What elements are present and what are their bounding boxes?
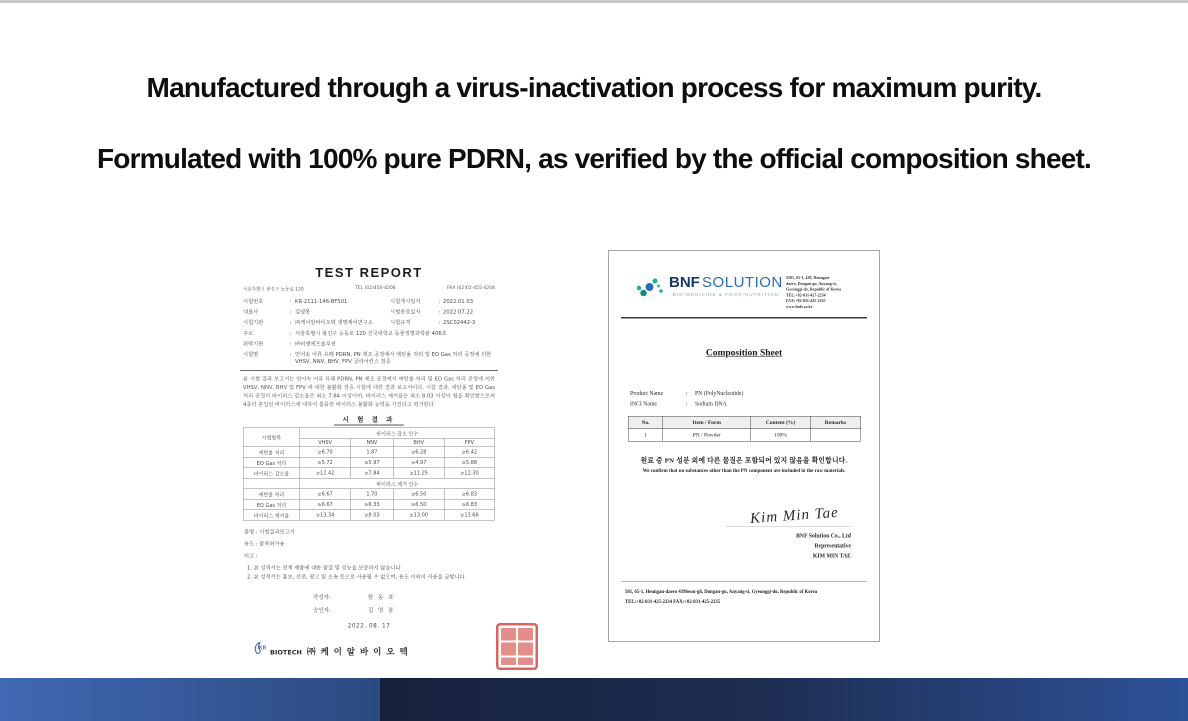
representative-title: Representative [814,542,851,549]
footer-address: 501, 65-1, Heungan-daero 439beon-gil, Dongan-gu, Anyang-si, Gyeonggi-do, Republic of Korea [625,589,818,595]
info-row-client: 위탁기관 : ㈜비엔에프솔루션 [243,340,336,347]
info-row-test-name: 시험명 : 연어속 어류 유래 PDRN, PN 제조 공정에서 에탄올 처리 및 EO Gas 처리 공정에 의한 VHSV, NNV, BHV, FPV 클리어런스 검증 [243,351,492,365]
table-row: 바이러스 제거율 ≥13.34 ≥8.03 ≥13.00 ≥13.66 [243,510,495,521]
bnf-wordmark-bnf: BNF [669,274,700,291]
test-report-summary: 본 시험 결과 보고서는 연어속 어류 유래 PDRN, PN 제조 공정에서 에탄올 처리 및 EO Gas 처리 공정에 의한 VHSV, NNV, BHV 및 FPV 에 대한 불활화 검증 시험에 대한 결과 보고서이다. 시험 결과, 에탄올 및 EO Gas 처리 공정의 바이러스 감소율은 최소 7.84 이상이며, 바이러스 제거율은 최소 8.03 이상이 됨을 확인함으로써 4종의 혼입된 바이러스에 대하여 훌륭한 바이러스 불활화 능력을 가진다고 평가된다. [243,376,495,408]
test-report-contact-line [243,286,495,293]
bnf-letterhead [635,275,866,310]
test-report-meta [244,529,494,560]
headline-virus-inactivation: Manufactured through a virus-inactivation process for maximum purity. [146,72,1042,103]
kr-biotech-logo-icon [253,638,268,657]
representative-signature: Kim Min Tae [749,503,840,527]
writer-name: 한 동 표 [368,593,395,601]
kr-biotech-wordmark: BIOTECH [270,649,302,657]
table-row: EO Gas 처리 ≥5.72 ≥5.97 ≥4.97 ≥5.88 [243,457,495,468]
table-row: EO Gas 처리 ≥6.67 ≥6.33 ≥6.50 ≥6.83 [243,499,495,510]
confirmation-statement-korean: 원료 중 PN 성분 외에 다른 물질은 포함되어 있지 않음을 확인합니다. [640,456,848,464]
table-row: 바이러스 감소율 ≥12.42 ≥7.84 ≥11.25 ≥12.30 [243,468,495,479]
approver-row [313,606,500,614]
bnf-wordmark [669,275,783,297]
signature-line [726,526,851,527]
writer-row [313,593,500,601]
info-row-test-number: 시험번호 : KR-2111-146-BF501 시험개시일자 : 2022.01.03 [243,298,474,305]
bottom-accent-bar [0,678,1188,721]
inci-name-value: Sodium DNA [695,400,727,407]
kr-biotech-company-name: ㈜ 케 이 알 바 이 오 텍 [306,647,409,658]
bnf-logo [635,275,783,304]
results-table-title: 시 험 결 과 [334,414,404,426]
table-row: 바이러스 제거 인수 [243,478,495,489]
composition-sheet-title: Composition Sheet [705,347,783,358]
approver-name: 김 영 봉 [368,606,395,614]
table-row: 에탄올 처리 ≥6.67 1.70 ≥6.50 ≥6.83 [243,489,495,500]
report-date: 2022. 08. 17 [347,621,391,629]
product-line: 품명 : 시험결과보고서 [244,529,295,536]
svg-text:KR: KR [259,645,267,652]
test-report-fax: FAX (02)02-455-4208 [446,285,495,291]
product-name-row: Product Name : PN (PolyNucleotide) [630,390,744,397]
bnf-header-address: #501, 65-1, 439, Heungan- daero, Dongan-gu, Anyang-si, Gyeonggi-do, Republic of Korea TEL:+82-031-427-2234 FAX:+82-031-425-2235 www.bnfs.co.kr [786,275,842,309]
bottom-bar-left-segment [0,678,380,721]
footer-rule [621,581,867,582]
top-divider-line [0,0,1188,3]
footer-tel-fax: TEL:+82-031-425-2234 FAX:+82-031-425-2235 [625,599,721,605]
usage-line: 용도 : 품목허가용 [244,540,285,547]
bnf-wordmark-solution: SOLUTION [702,274,783,291]
company-identity [609,531,851,561]
confirmation-statement-english: We confirm that no substances other than the PN component are included in the raw materials. [642,467,846,474]
product-name-label: Product Name [630,390,664,397]
note-item: 2. 본 성적서는 홍보, 선전, 광고 및 소송 등으로 사용될 수 없으며, 용도 이외의 사용을 금합니다 [247,574,465,581]
approver-label: 승인자: [313,606,331,614]
test-report-title: TEST REPORT [315,265,423,280]
bnf-tagline: BIO-MEDICINE & FOOD-NUTRITION [672,292,779,297]
table-row: VHSV NNV BHV FPV [243,438,495,447]
table-row: 시험항목 바이러스 감소 인수 [243,428,495,439]
test-report-address: 서울특별시 광진구 능동로 120 [243,287,304,292]
inci-name-label: INCI Name [630,400,657,407]
info-row-institute: 시험기관 : ㈜케이알바이오텍 생명제어연구소 시험규격 : 2SC02442-3 [243,319,476,326]
bottom-bar-right-segment [380,678,1188,721]
results-table [243,428,495,521]
test-report-notes [247,564,494,582]
notes-title: 비고 : [244,552,258,559]
inci-name-row: INCI Name : Sodium DNA [630,400,727,407]
company-name: BNF Solution Co., Ltd [796,532,851,539]
representative-name: KIM MIN TAE [812,552,851,559]
composition-sheet-footer [625,587,864,607]
info-row-representative: 대표사 : 김영봉 시험종료일자 : 2022.07.22 [243,309,474,316]
test-report-info-block [243,298,495,365]
table-header-row: No. Item / Form Content (%) Remarks [628,416,861,429]
info-row-address: 주소 : 서울특별시 광진구 능동로 120 건국대학교 동물생명과학관 406호 [243,330,447,337]
test-report-document [238,251,500,658]
composition-sheet-document [608,250,880,642]
note-item: 1. 본 성적서는 전체 제품에 대한 품질 및 성능을 보증하지 않습니다 [247,565,401,572]
composition-table [628,416,861,442]
company-seal-stamp [496,623,538,670]
headline-pure-pdrn: Formulated with 100% pure PDRN, as verified by the official composition sheet. [96,143,1092,174]
test-report-footer [253,634,490,666]
product-info-block [630,390,879,407]
table-row: 1 PN / Powder 100% [628,429,861,442]
test-report-signatures [238,593,500,614]
product-name-value: PN (PolyNucleotide) [695,390,744,397]
writer-label: 작성자: [313,593,331,601]
test-report-tel: TEL (02)450-4208 [355,285,396,291]
test-report-separator [240,370,498,371]
table-row: 에탄올 처리 ≥6.70 1.87 ≥6.28 ≥6.42 [243,447,495,458]
bnf-logo-icon [635,277,664,304]
signature-block [609,503,879,561]
letterhead-rule [621,317,867,319]
